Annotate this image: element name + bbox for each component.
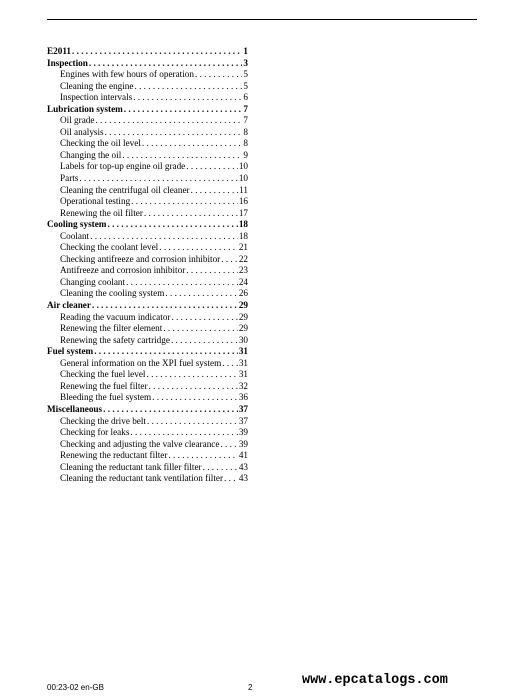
table-of-contents (47, 46, 248, 485)
toc-subsection-entry[interactable] (47, 92, 248, 104)
toc-entry-title: Inspection intervals (60, 92, 133, 103)
toc-dot-leader (159, 242, 238, 254)
toc-subsection-entry[interactable] (47, 185, 248, 197)
toc-entry-title: E2011 (47, 46, 71, 56)
toc-entry-page: 18 (238, 219, 248, 230)
toc-entry-title: Operational testing (60, 196, 131, 207)
toc-dot-leader (149, 381, 238, 393)
toc-entry-title: Cleaning the reductant tank ventilation filter (60, 473, 224, 484)
toc-section-entry[interactable] (47, 404, 248, 416)
toc-dot-leader (220, 439, 237, 451)
toc-subsection-entry[interactable] (47, 288, 248, 300)
toc-dot-leader (203, 462, 238, 474)
toc-entry-page: 31 (238, 369, 248, 380)
toc-dot-leader (224, 473, 238, 485)
toc-entry-page: 23 (238, 265, 248, 276)
toc-entry-page: 3 (243, 57, 248, 68)
toc-dot-leader (165, 288, 237, 300)
toc-entry-page: 9 (243, 149, 248, 160)
toc-subsection-entry[interactable] (47, 242, 248, 254)
toc-entry-title: Renewing the reductant filter (60, 450, 168, 461)
toc-dot-leader (171, 335, 238, 347)
toc-dot-leader (107, 219, 237, 231)
toc-entry-page: 31 (238, 346, 248, 357)
toc-subsection-entry[interactable] (47, 416, 248, 428)
toc-entry-title: Checking and adjusting the valve clearance (60, 438, 220, 449)
toc-entry-page: 29 (238, 300, 248, 311)
toc-dot-leader (90, 231, 238, 243)
toc-subsection-entry[interactable] (47, 439, 248, 451)
toc-entry-page: 16 (238, 196, 248, 207)
toc-dot-leader (95, 115, 242, 127)
toc-entry-page: 1 (243, 46, 248, 56)
toc-subsection-entry[interactable] (47, 138, 248, 150)
toc-subsection-entry[interactable] (47, 196, 248, 208)
toc-subsection-entry[interactable] (47, 473, 248, 485)
toc-entry-title: General information on the XPI fuel system (60, 357, 222, 368)
toc-dot-leader (124, 104, 243, 116)
toc-dot-leader (133, 92, 242, 104)
toc-entry-title: Cleaning the centrifugal oil cleaner (60, 184, 190, 195)
toc-subsection-entry[interactable] (47, 127, 248, 139)
toc-subsection-entry[interactable] (47, 115, 248, 127)
toc-entry-page: 29 (238, 323, 248, 334)
toc-subsection-entry[interactable] (47, 369, 248, 381)
header-rule (47, 19, 477, 20)
toc-entry-title: Checking antifreeze and corrosion inhibitor (60, 253, 221, 264)
toc-entry-title: Parts (60, 173, 79, 184)
toc-entry-title: Coolant (60, 230, 90, 241)
toc-entry-page: 37 (238, 415, 248, 426)
toc-dot-leader (163, 323, 238, 335)
toc-entry-page: 8 (243, 138, 248, 149)
toc-dot-leader (221, 254, 238, 266)
toc-section-entry[interactable] (47, 104, 248, 116)
toc-dot-leader (130, 427, 237, 439)
toc-entry-title: Cooling system (47, 219, 107, 230)
toc-entry-page: 32 (238, 380, 248, 391)
toc-entry-title: Renewing the filter element (60, 323, 163, 334)
watermark: www.epcatalogs.com (302, 673, 448, 688)
toc-subsection-entry[interactable] (47, 427, 248, 439)
toc-subsection-entry[interactable] (47, 323, 248, 335)
toc-entry-title: Labels for top-up engine oil grade (60, 161, 186, 172)
toc-entry-page: 24 (238, 276, 248, 287)
toc-section-entry[interactable] (47, 219, 248, 231)
toc-dot-leader (152, 392, 238, 404)
toc-subsection-entry[interactable] (47, 81, 248, 93)
toc-entry-title: Checking for leaks (60, 427, 130, 438)
toc-dot-leader (222, 358, 238, 370)
toc-entry-title: Cleaning the reductant tank filler filter (60, 461, 202, 472)
toc-subsection-entry[interactable] (47, 335, 248, 347)
toc-entry-page: 36 (238, 392, 248, 403)
toc-entry-page: 6 (243, 92, 248, 103)
toc-entry-title: Fuel system (47, 346, 94, 357)
toc-subsection-entry[interactable] (47, 173, 248, 185)
toc-entry-title: Renewing the safety cartridge (60, 334, 170, 345)
toc-section-entry[interactable] (47, 58, 248, 70)
toc-entry-page: 31 (238, 357, 248, 368)
toc-entry-title: Miscellaneous (47, 403, 103, 414)
toc-dot-leader (122, 150, 242, 162)
toc-dot-leader (191, 185, 239, 197)
toc-entry-title: Bleeding the fuel system (60, 392, 152, 403)
toc-section-entry[interactable] (47, 300, 248, 312)
toc-subsection-entry[interactable] (47, 450, 248, 462)
toc-dot-leader (146, 369, 237, 381)
toc-entry-title: Checking the oil level (60, 138, 141, 149)
toc-subsection-entry[interactable] (47, 208, 248, 220)
toc-entry-page: 30 (238, 334, 248, 345)
toc-entry-page: 39 (238, 427, 248, 438)
document-code: 00:23-02 en-GB (47, 683, 104, 692)
toc-section-entry[interactable] (47, 46, 248, 58)
toc-entry-title: Cleaning the engine (60, 80, 134, 91)
toc-entry-page: 17 (238, 207, 248, 218)
toc-entry-title: Renewing the fuel filter (60, 380, 148, 391)
toc-entry-title: Oil analysis (60, 126, 104, 137)
toc-entry-title: Engines with few hours of operation (60, 69, 194, 80)
toc-entry-page: 43 (238, 461, 248, 472)
toc-dot-leader (92, 300, 238, 312)
toc-entry-page: 29 (238, 311, 248, 322)
toc-dot-leader (103, 404, 238, 416)
toc-dot-leader (147, 416, 238, 428)
toc-entry-page: 26 (238, 288, 248, 299)
toc-subsection-entry[interactable] (47, 69, 248, 81)
toc-entry-title: Changing coolant (60, 276, 126, 287)
toc-entry-page: 18 (238, 230, 248, 241)
toc-dot-leader (186, 161, 238, 173)
toc-subsection-entry[interactable] (47, 265, 248, 277)
toc-dot-leader (89, 58, 243, 70)
toc-dot-leader (72, 46, 242, 58)
toc-entry-page: 7 (243, 115, 248, 126)
toc-entry-title: Changing the oil (60, 149, 122, 160)
toc-dot-leader (168, 450, 237, 462)
toc-entry-title: Lubrication system (47, 103, 123, 114)
toc-entry-title: Checking the fuel level (60, 369, 146, 380)
toc-entry-page: 10 (238, 173, 248, 184)
toc-dot-leader (126, 277, 238, 289)
toc-entry-page: 37 (238, 403, 248, 414)
toc-subsection-entry[interactable] (47, 381, 248, 393)
toc-dot-leader (134, 81, 242, 93)
toc-entry-title: Checking the coolant level (60, 242, 159, 253)
toc-entry-page: 41 (238, 450, 248, 461)
toc-entry-page: 39 (238, 438, 248, 449)
toc-entry-page: 22 (238, 253, 248, 264)
toc-dot-leader (105, 127, 243, 139)
toc-entry-page: 10 (238, 161, 248, 172)
toc-subsection-entry[interactable] (47, 312, 248, 324)
toc-entry-title: Antifreeze and corrosion inhibitor (60, 265, 186, 276)
toc-dot-leader (195, 69, 242, 81)
toc-subsection-entry[interactable] (47, 150, 248, 162)
toc-entry-title: Cleaning the cooling system (60, 288, 165, 299)
toc-subsection-entry[interactable] (47, 231, 248, 243)
toc-entry-title: Air cleaner (47, 300, 91, 311)
toc-subsection-entry[interactable] (47, 254, 248, 266)
toc-subsection-entry[interactable] (47, 358, 248, 370)
toc-subsection-entry[interactable] (47, 161, 248, 173)
toc-entry-page: 7 (243, 103, 248, 114)
toc-entry-page: 21 (238, 242, 248, 253)
toc-subsection-entry[interactable] (47, 277, 248, 289)
toc-entry-title: Checking the drive belt (60, 415, 146, 426)
toc-subsection-entry[interactable] (47, 462, 248, 474)
toc-entry-title: Renewing the oil filter (60, 207, 143, 218)
toc-entry-page: 8 (243, 126, 248, 137)
toc-dot-leader (186, 265, 238, 277)
toc-entry-title: Inspection (47, 57, 88, 68)
toc-dot-leader (144, 208, 238, 220)
toc-dot-leader (171, 312, 237, 324)
toc-dot-leader (131, 196, 238, 208)
page-number: 2 (248, 683, 253, 692)
toc-entry-page: 5 (243, 80, 248, 91)
toc-dot-leader (94, 346, 238, 358)
toc-entry-title: Oil grade (60, 115, 95, 126)
toc-entry-page: 5 (243, 69, 248, 80)
toc-entry-title: Reading the vacuum indicator (60, 311, 171, 322)
toc-dot-leader (142, 138, 243, 150)
toc-subsection-entry[interactable] (47, 392, 248, 404)
toc-section-entry[interactable] (47, 346, 248, 358)
toc-entry-page: 43 (238, 473, 248, 484)
toc-dot-leader (79, 173, 237, 185)
toc-entry-page: 11 (239, 184, 248, 195)
